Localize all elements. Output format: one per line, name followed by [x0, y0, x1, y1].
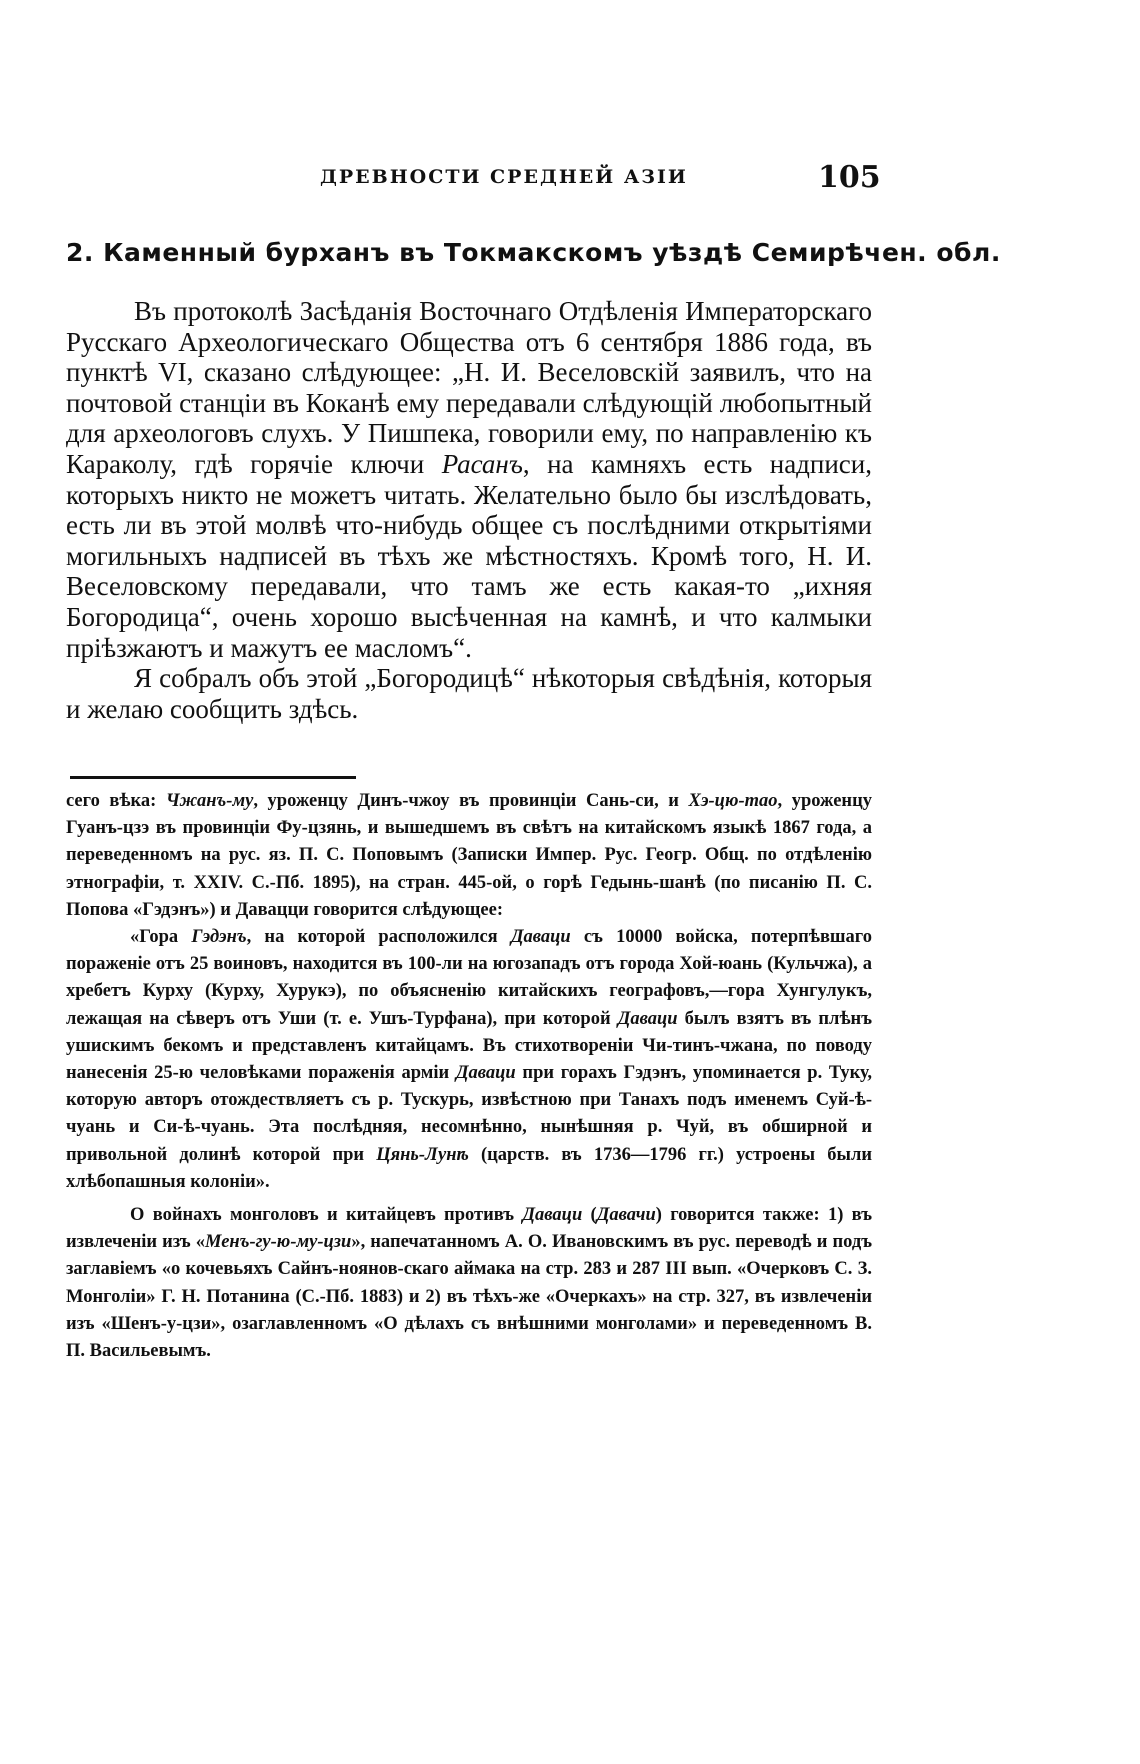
section-heading: 2. Каменный бурханъ въ Токмакскомъ уѣздѣ Семирѣчен. обл. [66, 238, 1001, 267]
page-number: 105 [818, 160, 881, 195]
footnote-continuation: сего вѣка: Чжанъ-му, уроженцу Динъ-чжоу въ провинціи Сань-си, и Хэ-цю-тао, уроженцу Гуанъ-цзэ въ провинціи Фу-цзянь, и вышедшемъ въ свѣтъ на китайскомъ языкѣ 1867 года, а переведенномъ на рус. яз. П. С. Поповымъ (Записки Импер. Рус. Геогр. Общ. по отдѣленію этнографіи, т. XXIV. С.-Пб. 1895), на стран. 445-ой, о горѣ Гедынь-шанѣ (по писанію П. С. Попова «Гэдэнъ») и Давацци говорится слѣдующее: [66, 791, 872, 920]
paragraph-1: Въ протоколѣ Засѣданія Восточнаго Отдѣленія Императорскаго Русскаго Археологическаго Общества отъ 6 сентября 1886 года, въ пунктѣ VI, сказано слѣдующее: „Н. И. Веселовскій заявилъ, что на почтовой станціи въ Коканѣ ему передавали слѣдующій любопытный для археологовъ слухъ. У Пишпека, говорили ему, по направленію къ Караколу, гдѣ горячіе ключи Расанъ, на камняхъ есть надписи, которыхъ никто не можетъ читать. Желательно было бы изслѣдовать, есть ли въ этой молвѣ что-нибудь общее съ послѣдними открытіями могильныхъ надписей въ тѣхъ же мѣстностяхъ. Кромѣ того, Н. И. Веселовскому передавали, что тамъ же есть какая-то „ихняя Богородица“, очень хорошо высѣченная на камнѣ, и что калмыки пріѣзжаютъ и мажутъ ее масломъ“. [66, 296, 872, 663]
paragraph-2: Я собралъ объ этой „Богородицѣ“ нѣкоторыя свѣдѣнія, которыя и желаю сообщить здѣсь. [66, 663, 872, 724]
running-title: ДРЕВНОСТИ СРЕДНЕЙ АЗІИ [320, 166, 688, 188]
main-text [66, 296, 872, 724]
footnotes [66, 788, 872, 1365]
footnote-quote: «Гора Гэдэнъ, на которой расположился Даваци съ 10000 войска, потерпѣвшаго пораженіе отъ 25 воиновъ, находится въ 100-ли на югозападъ отъ города Хой-юань (Кульчжа), а хребетъ Курху (Курху, Хурукэ), по объясненію китайскихъ географовъ,—гора Хунгулукъ, лежащая на сѣверъ отъ Уши (т. е. Ушъ-Турфана), при которой Даваци былъ взятъ въ плѣнъ ушискимъ бекомъ и представленъ китайцамъ. Въ стихотвореніи Чи-тинъ-чжана, по поводу нанесенія 25-ю человѣками пораженія арміи Даваци при горахъ Гэдэнъ, упоминается р. Туку, которую авторъ отождествляетъ съ р. Тускурь, извѣстною при Танахъ подъ именемъ Суй-ѣ-чуань и Си-ѣ-чуань. Эта послѣдняя, несомнѣнно, нынѣшняя р. Чуй, въ обширной и привольной долинѣ которой при Цянь-Лунѣ (царств. въ 1736—1796 гг.) устроены были хлѣбопашныя колоніи». [66, 927, 872, 1192]
footnote-divider [70, 776, 356, 779]
footnote-references: О войнахъ монголовъ и китайцевъ противъ Даваци (Давачи) говорится также: 1) въ извлеченіи изъ «Менъ-гу-ю-му-цзи», напечатанномъ А. О. Ивановскимъ въ рус. переводѣ и подъ заглавіемъ «о кочевьяхъ Сайнъ-ноянов-скаго аймака на стр. 283 и 287 III вып. «Очерковъ С. З. Монголіи» Г. Н. Потанина (С.-Пб. 1883) и 2) въ тѣхъ-же «Очеркахъ» на стр. 327, въ извлеченіи изъ «Шенъ-у-цзи», озаглавленномъ «О дѣлахъ съ внѣшними монголами» и переведенномъ В. П. Васильевымъ. [66, 1205, 872, 1362]
